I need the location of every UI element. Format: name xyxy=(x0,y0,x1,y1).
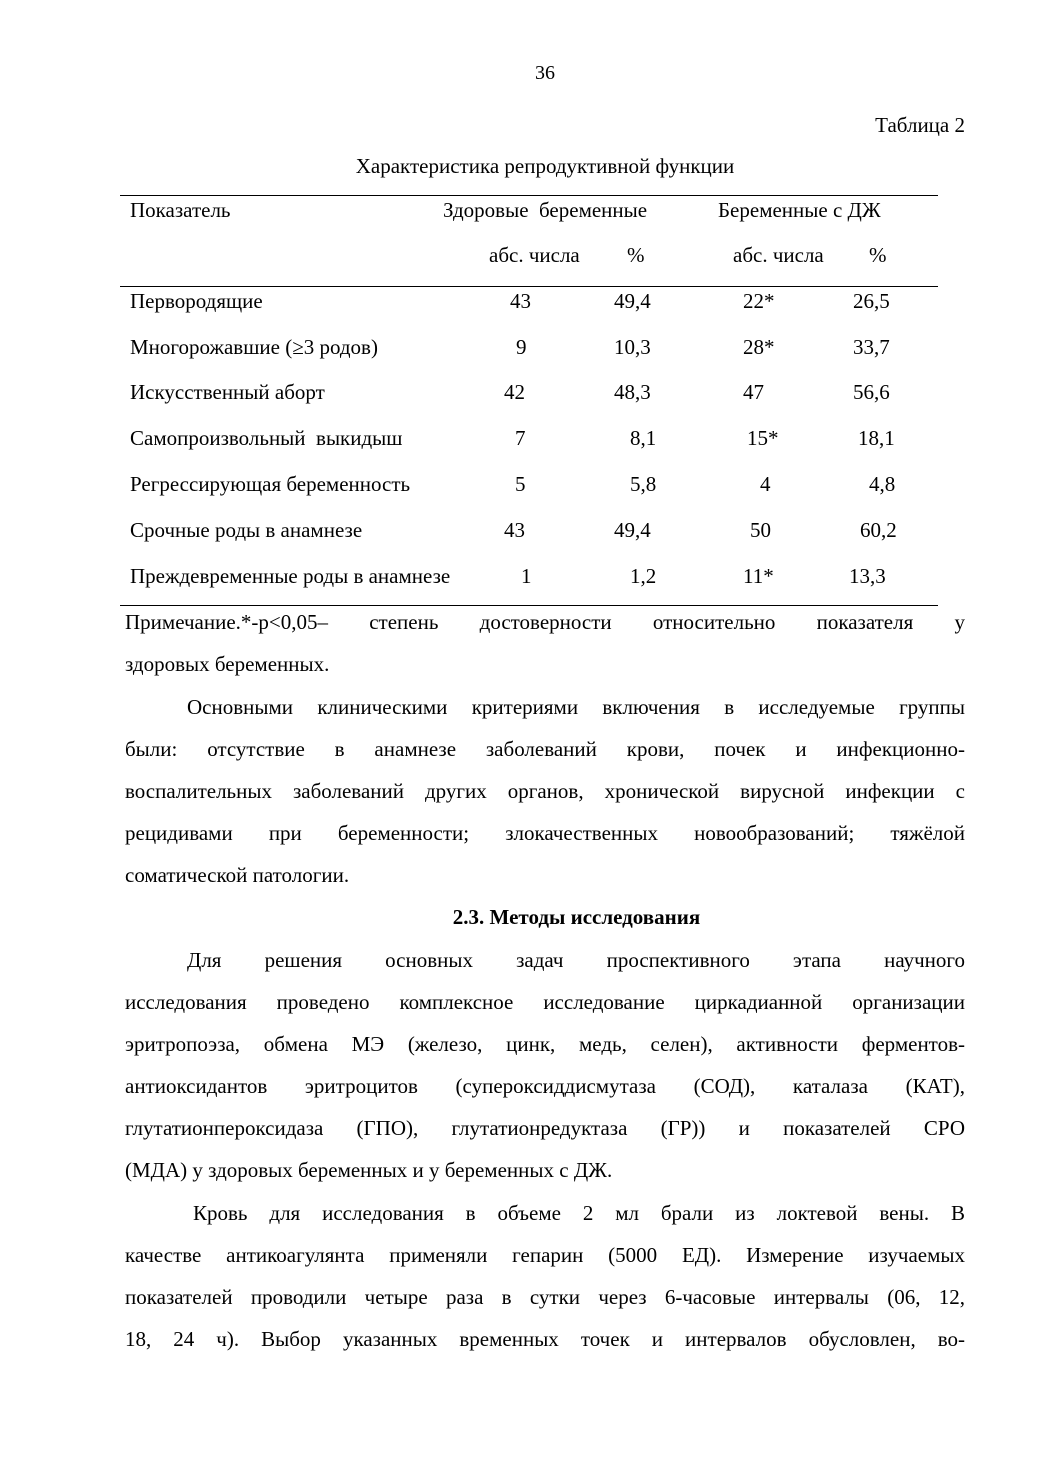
row-pct-healthy: 5,8 xyxy=(630,472,657,496)
paragraph-line: рецидивами при беременности; злокачественных новообразований; тяжёлой xyxy=(125,821,965,845)
paragraph-line: Кровь для исследования в объеме 2 мл брали из локтевой вены. В xyxy=(193,1201,965,1225)
paragraph-line: эритропоэза, обмена МЭ (железо, цинк, медь, селен), активности ферментов- xyxy=(125,1032,965,1056)
row-label: Самопроизвольный выкидыш xyxy=(130,426,403,450)
row-pct-ida: 13,3 xyxy=(849,564,886,588)
row-pct-healthy: 8,1 xyxy=(630,426,657,450)
note-line: Примечание.*-p<0,05– степень достоверности относительно показателя у xyxy=(125,610,965,634)
table-header-rule xyxy=(120,286,938,287)
row-pct-ida: 4,8 xyxy=(869,472,896,496)
row-label: Искусственный аборт xyxy=(130,380,325,404)
row-abs-healthy: 43 xyxy=(504,518,525,542)
header-healthy-group: Здоровые беременные xyxy=(443,198,648,222)
row-abs-ida: 50 xyxy=(750,518,771,542)
row-pct-healthy: 1,2 xyxy=(630,564,657,588)
section-heading: 2.3. Методы исследования xyxy=(452,905,701,929)
header-pct-ida: % xyxy=(869,243,887,267)
table-label: Таблица 2 xyxy=(875,113,965,137)
page-number: 36 xyxy=(535,62,555,84)
row-pct-healthy: 49,4 xyxy=(614,289,651,313)
note-line: здоровых беременных. xyxy=(125,652,330,676)
row-abs-healthy: 42 xyxy=(504,380,525,404)
row-label: Регрессирующая беременность xyxy=(130,472,411,496)
row-label: Многорожавшие (≥3 родов) xyxy=(130,335,378,359)
header-ida-group: Беременные с ДЖ xyxy=(718,198,881,222)
row-pct-ida: 26,5 xyxy=(853,289,890,313)
paragraph-line: Основными клиническими критериями включения в исследуемые группы xyxy=(187,695,965,719)
row-abs-healthy: 9 xyxy=(516,335,527,359)
paragraph-line: 18, 24 ч). Выбор указанных временных точек и интервалов обусловлен, во- xyxy=(125,1327,965,1351)
paragraph-line: качестве антикоагулянта применяли гепарин (5000 ЕД). Измерение изучаемых xyxy=(125,1243,965,1267)
row-abs-healthy: 5 xyxy=(515,472,526,496)
table-top-rule xyxy=(120,195,938,196)
row-abs-ida: 22* xyxy=(743,289,775,313)
row-pct-healthy: 48,3 xyxy=(614,380,651,404)
header-pct-healthy: % xyxy=(627,243,645,267)
row-pct-ida: 60,2 xyxy=(860,518,897,542)
paragraph-line: антиоксидантов эритроцитов (супероксиддисмутаза (СОД), каталаза (КАТ), xyxy=(125,1074,965,1098)
row-abs-ida: 11* xyxy=(743,564,774,588)
header-abs-healthy: абс. числа xyxy=(489,243,580,267)
header-abs-ida: абс. числа xyxy=(733,243,824,267)
paragraph-line: соматической патологии. xyxy=(125,863,350,887)
paragraph-line: были: отсутствие в анамнезе заболеваний крови, почек и инфекционно- xyxy=(125,737,965,761)
paragraph-line: Для решения основных задач проспективного этапа научного xyxy=(187,948,965,972)
row-abs-ida: 15* xyxy=(747,426,779,450)
row-label: Первородящие xyxy=(130,289,263,313)
paragraph-line: (МДА) у здоровых беременных и у беременных с ДЖ. xyxy=(125,1158,613,1182)
row-abs-ida: 47 xyxy=(743,380,764,404)
row-label: Преждевременные роды в анамнезе xyxy=(130,564,451,588)
row-abs-ida: 4 xyxy=(760,472,771,496)
row-abs-healthy: 7 xyxy=(515,426,526,450)
table-title: Характеристика репродуктивной функции xyxy=(355,154,735,178)
row-label: Срочные роды в анамнезе xyxy=(130,518,363,542)
paragraph-line: исследования проведено комплексное исследование циркадианной организации xyxy=(125,990,965,1014)
row-pct-healthy: 10,3 xyxy=(614,335,651,359)
row-pct-healthy: 49,4 xyxy=(614,518,651,542)
row-abs-healthy: 1 xyxy=(521,564,532,588)
row-pct-ida: 18,1 xyxy=(858,426,895,450)
row-abs-healthy: 43 xyxy=(510,289,531,313)
row-abs-ida: 28* xyxy=(743,335,775,359)
row-pct-ida: 56,6 xyxy=(853,380,890,404)
header-indicator: Показатель xyxy=(130,198,231,222)
table-bottom-rule xyxy=(120,605,938,606)
row-pct-ida: 33,7 xyxy=(853,335,890,359)
paragraph-line: глутатионпероксидаза (ГПО), глутатионредуктаза (ГР)) и показателей СРО xyxy=(125,1116,965,1140)
paragraph-line: показателей проводили четыре раза в сутки через 6-часовые интервалы (06, 12, xyxy=(125,1285,965,1309)
paragraph-line: воспалительных заболеваний других органов, хронической вирусной инфекции с xyxy=(125,779,965,803)
